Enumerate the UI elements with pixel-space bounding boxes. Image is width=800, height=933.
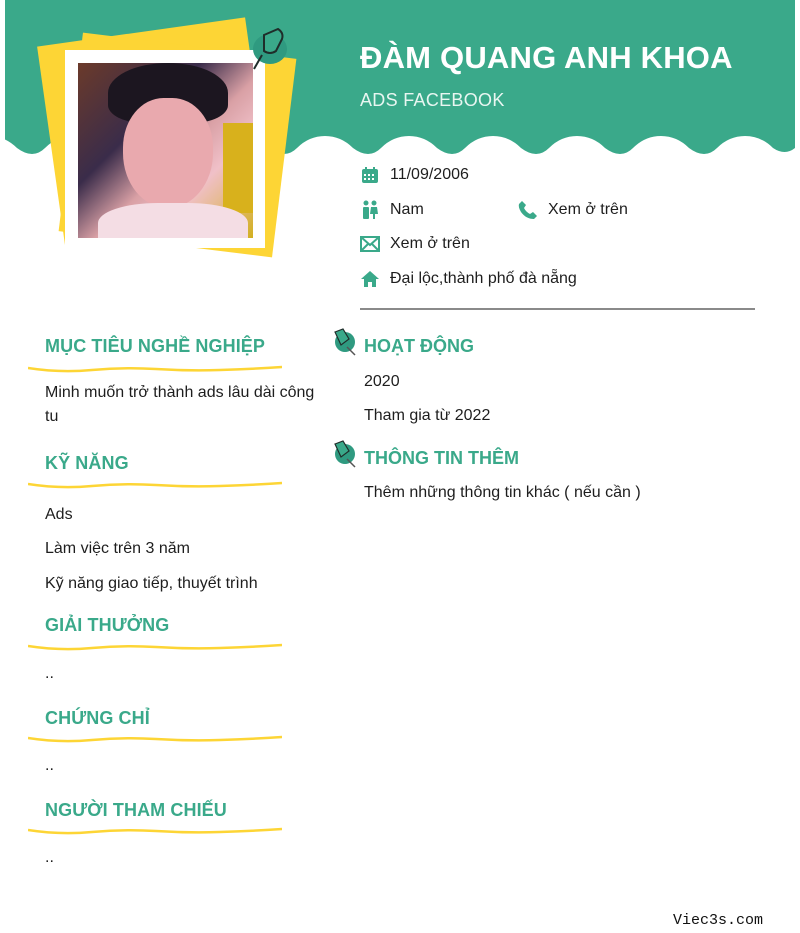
section-title-activities: HOẠT ĐỘNG	[364, 336, 474, 356]
section-title-skills: KỸ NĂNG	[45, 453, 129, 473]
pushpin-icon	[248, 25, 292, 73]
pushpin-icon	[329, 439, 357, 469]
address-value: Đại lộc,thành phố đà nẵng	[390, 270, 577, 287]
objective-text: Minh muốn trở thành ads lâu dài công tu	[45, 384, 315, 425]
wavy-underline	[28, 642, 282, 652]
job-title: ADS FACEBOOK	[360, 90, 505, 110]
activity-item: 2020	[364, 373, 400, 390]
birthday-value: 11/09/2006	[390, 166, 469, 183]
phone-icon	[518, 200, 538, 220]
contact-phone	[518, 200, 628, 220]
additional-text: Thêm những thông tin khác ( nếu cần )	[364, 484, 641, 501]
section-title-additional: THÔNG TIN THÊM	[364, 448, 519, 468]
photo-polaroid	[65, 50, 265, 248]
envelope-icon	[360, 234, 380, 254]
wavy-underline	[28, 364, 282, 374]
wavy-underline	[28, 480, 282, 490]
section-title-objective: MỤC TIÊU NGHỀ NGHIỆP	[45, 336, 266, 356]
activity-item: Tham gia từ 2022	[364, 407, 491, 424]
references-text: ..	[45, 849, 54, 866]
wavy-underline	[28, 826, 282, 836]
contact-address	[360, 269, 577, 289]
section-title-awards: GIẢI THƯỞNG	[45, 615, 170, 635]
divider	[360, 308, 755, 310]
home-icon	[360, 269, 380, 289]
skill-item: Kỹ năng giao tiếp, thuyết trình	[45, 575, 258, 592]
pushpin-icon	[329, 327, 357, 357]
certificates-text: ..	[45, 757, 54, 774]
contact-email	[360, 234, 470, 254]
phone-value: Xem ở trên	[548, 201, 628, 218]
contact-birthday	[360, 165, 469, 185]
watermark: Viec3s.com	[673, 912, 764, 929]
awards-text: ..	[45, 665, 54, 682]
skill-item: Làm việc trên 3 năm	[45, 540, 190, 557]
section-title-references: NGƯỜI THAM CHIẾU	[45, 800, 227, 820]
skill-item: Ads	[45, 506, 73, 523]
calendar-icon	[360, 165, 380, 185]
email-value: Xem ở trên	[390, 235, 470, 252]
wavy-underline	[28, 734, 282, 744]
candidate-name: ĐÀM QUANG ANH KHOA	[360, 40, 733, 75]
avatar	[78, 63, 253, 238]
contact-gender	[360, 200, 424, 220]
section-title-certificates: CHỨNG CHỈ	[45, 708, 150, 728]
gender-value: Nam	[390, 201, 424, 218]
gender-icon	[360, 200, 380, 220]
